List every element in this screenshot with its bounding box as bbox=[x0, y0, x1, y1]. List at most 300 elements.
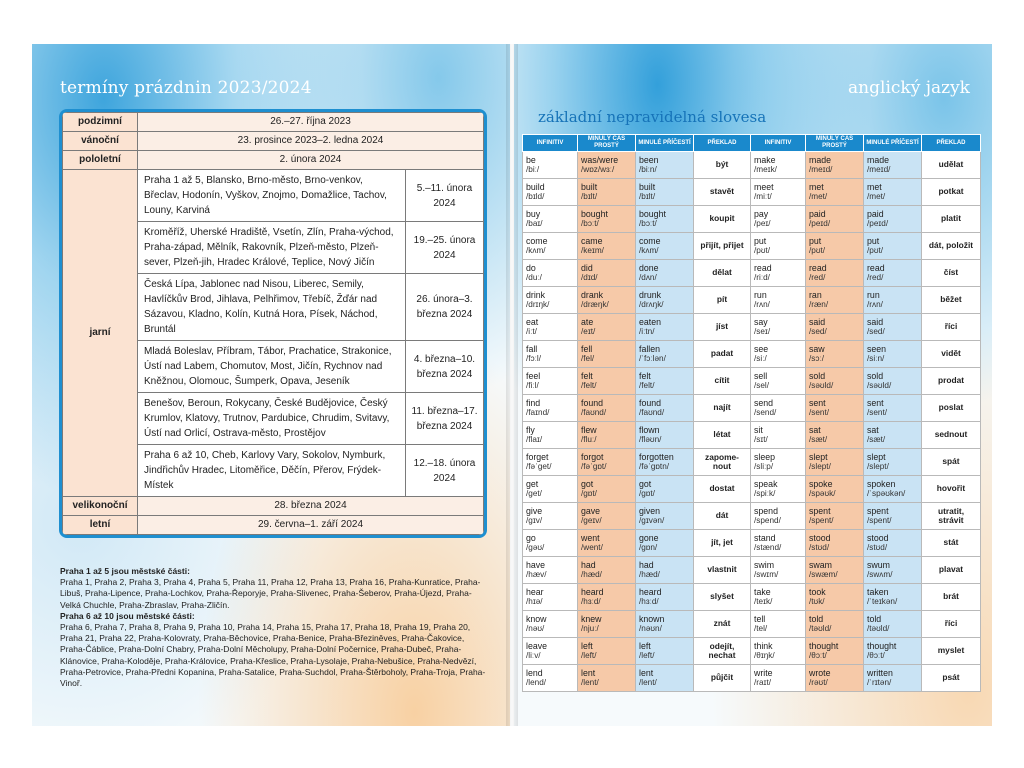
past-simple-cell bbox=[806, 557, 864, 584]
past-simple-cell bbox=[806, 503, 864, 530]
verb-row bbox=[523, 368, 981, 395]
verb-form: see bbox=[754, 343, 769, 354]
infinitive-cell bbox=[523, 476, 578, 503]
verb-form: got bbox=[639, 478, 652, 489]
verb-pronunciation: /red/ bbox=[809, 273, 826, 282]
verb-pronunciation: /sent/ bbox=[867, 408, 888, 417]
verb-pronunciation: /hæd/ bbox=[639, 570, 660, 579]
holiday-date: 23. prosince 2023–2. ledna 2024 bbox=[138, 132, 484, 151]
spring-holiday-row bbox=[63, 170, 484, 222]
infinitive-cell bbox=[751, 233, 806, 260]
past-participle-cell bbox=[636, 395, 694, 422]
past-simple-cell bbox=[806, 314, 864, 341]
prague-districts-notes bbox=[60, 566, 490, 689]
verb-pronunciation: /səʊld/ bbox=[809, 381, 834, 390]
verb-pronunciation: /hæd/ bbox=[581, 570, 602, 579]
verb-pronunciation: /spend/ bbox=[754, 516, 781, 525]
verb-pronunciation: /met/ bbox=[867, 192, 886, 201]
verb-pronunciation: /pʊt/ bbox=[867, 246, 884, 255]
spring-regions: Praha 1 až 5, Blansko, Brno-město, Brno-venkov, Břeclav, Hodonín, Vyškov, Znojmo, Domažlice, Tachov, Louny, Karviná bbox=[138, 170, 406, 222]
verb-form: make bbox=[754, 154, 776, 165]
verb-form: came bbox=[581, 235, 603, 246]
translation-cell: jíst bbox=[694, 314, 751, 341]
left-page bbox=[32, 44, 510, 726]
verbs-subtitle: základní nepravidelná slovesa bbox=[538, 108, 767, 126]
translation-cell: udělat bbox=[922, 152, 981, 179]
verb-row bbox=[523, 314, 981, 341]
verb-pronunciation: /slept/ bbox=[867, 462, 889, 471]
verb-form: forgotten bbox=[639, 451, 674, 462]
verb-pronunciation: /ræn/ bbox=[809, 300, 829, 309]
verb-form: written bbox=[867, 667, 893, 678]
infinitive-cell bbox=[751, 368, 806, 395]
verb-form: was/were bbox=[581, 154, 619, 165]
past-simple-cell bbox=[806, 449, 864, 476]
verb-form: fell bbox=[581, 343, 593, 354]
verb-form: sold bbox=[867, 370, 884, 381]
translation-cell: znát bbox=[694, 611, 751, 638]
past-participle-cell bbox=[864, 422, 922, 449]
translation-cell: létat bbox=[694, 422, 751, 449]
verb-pronunciation: /gɒt/ bbox=[639, 489, 655, 498]
verb-pronunciation: /stænd/ bbox=[754, 543, 782, 552]
past-participle-cell bbox=[636, 287, 694, 314]
verb-form: made bbox=[809, 154, 832, 165]
verb-pronunciation: /left/ bbox=[639, 651, 655, 660]
verb-form: fly bbox=[526, 424, 535, 435]
verb-form: bought bbox=[581, 208, 608, 219]
past-simple-cell bbox=[806, 395, 864, 422]
verb-pronunciation: /stʊd/ bbox=[809, 543, 830, 552]
note-heading-praha-1-5: Praha 1 až 5 jsou městské části: bbox=[60, 566, 190, 576]
translation-cell: koupit bbox=[694, 206, 751, 233]
infinitive-cell bbox=[751, 395, 806, 422]
verb-row bbox=[523, 206, 981, 233]
infinitive-cell bbox=[523, 530, 578, 557]
verb-pronunciation: /ˈteɪkən/ bbox=[867, 597, 898, 606]
verb-pronunciation: /spent/ bbox=[867, 516, 892, 525]
past-simple-cell bbox=[578, 233, 636, 260]
past-participle-cell bbox=[636, 422, 694, 449]
verb-form: told bbox=[809, 613, 824, 624]
infinitive-cell bbox=[523, 314, 578, 341]
verb-form: sat bbox=[867, 424, 879, 435]
verb-form: drink bbox=[526, 289, 546, 300]
verb-pronunciation: /spəʊk/ bbox=[809, 489, 836, 498]
holiday-type-spring: jarní bbox=[63, 170, 138, 497]
translation-cell: platit bbox=[922, 206, 981, 233]
verb-pronunciation: /dræŋk/ bbox=[581, 300, 609, 309]
verb-form: had bbox=[581, 559, 596, 570]
past-simple-cell bbox=[578, 341, 636, 368]
verb-pronunciation: /sæt/ bbox=[867, 435, 886, 444]
verb-pronunciation: /hɜːd/ bbox=[581, 597, 601, 606]
translation-cell: slyšet bbox=[694, 584, 751, 611]
verb-row bbox=[523, 179, 981, 206]
verb-form: paid bbox=[809, 208, 826, 219]
verb-form: stood bbox=[809, 532, 831, 543]
infinitive-cell bbox=[523, 341, 578, 368]
verb-form: built bbox=[639, 181, 656, 192]
infinitive-cell bbox=[751, 449, 806, 476]
verb-form: found bbox=[581, 397, 604, 408]
verb-form: thought bbox=[867, 640, 897, 651]
verb-form: fallen bbox=[639, 343, 661, 354]
past-simple-cell bbox=[578, 152, 636, 179]
translation-cell: utratit, strávit bbox=[922, 503, 981, 530]
holidays-table bbox=[62, 112, 484, 535]
verb-pronunciation: /drʌŋk/ bbox=[639, 300, 664, 309]
verb-pronunciation: /bɪlt/ bbox=[581, 192, 598, 201]
verb-form: taken bbox=[867, 586, 889, 597]
infinitive-cell bbox=[523, 611, 578, 638]
verb-form: put bbox=[754, 235, 767, 246]
verb-pronunciation: /iːtn/ bbox=[639, 327, 655, 336]
verb-pronunciation: /kʌm/ bbox=[526, 246, 546, 255]
verb-form: leave bbox=[526, 640, 548, 651]
infinitive-cell bbox=[751, 206, 806, 233]
verb-row bbox=[523, 530, 981, 557]
verb-form: find bbox=[526, 397, 541, 408]
past-participle-cell bbox=[864, 314, 922, 341]
verb-pronunciation: /fəˈgɒtn/ bbox=[639, 462, 670, 471]
verb-form: seen bbox=[867, 343, 887, 354]
verb-form: pay bbox=[754, 208, 769, 219]
verb-form: lend bbox=[526, 667, 543, 678]
past-participle-cell bbox=[636, 557, 694, 584]
past-participle-cell bbox=[864, 152, 922, 179]
right-page bbox=[514, 44, 992, 726]
holiday-type: pololetní bbox=[63, 151, 138, 170]
translation-cell: brát bbox=[922, 584, 981, 611]
verb-pronunciation: /flaɪ/ bbox=[526, 435, 543, 444]
translation-cell: vlastnit bbox=[694, 557, 751, 584]
holiday-type: velikonoční bbox=[63, 497, 138, 516]
verb-form: flew bbox=[581, 424, 597, 435]
past-participle-cell bbox=[636, 179, 694, 206]
verb-pronunciation: /red/ bbox=[867, 273, 884, 282]
translation-cell: dát bbox=[694, 503, 751, 530]
verb-pronunciation: /θɔːt/ bbox=[867, 651, 885, 660]
past-participle-cell bbox=[636, 449, 694, 476]
past-participle-cell bbox=[636, 233, 694, 260]
verb-pronunciation: /dɪd/ bbox=[581, 273, 598, 282]
verb-form: send bbox=[754, 397, 774, 408]
verb-form: forget bbox=[526, 451, 549, 462]
infinitive-cell bbox=[523, 260, 578, 287]
verb-pronunciation: /miːt/ bbox=[754, 192, 772, 201]
verb-form: wrote bbox=[809, 667, 831, 678]
verb-pronunciation: /wɒz/wɜː/ bbox=[581, 165, 615, 174]
verb-form: meet bbox=[754, 181, 774, 192]
translation-cell: běžet bbox=[922, 287, 981, 314]
past-participle-cell bbox=[864, 530, 922, 557]
booklet-spread bbox=[32, 44, 992, 726]
verb-form: found bbox=[639, 397, 662, 408]
translation-cell: říci bbox=[922, 314, 981, 341]
translation-cell: plavat bbox=[922, 557, 981, 584]
past-participle-cell bbox=[864, 584, 922, 611]
verb-pronunciation: /stʊd/ bbox=[867, 543, 888, 552]
translation-cell: padat bbox=[694, 341, 751, 368]
spring-regions: Kroměříž, Uherské Hradiště, Vsetín, Zlín, Praha-východ, Praha-západ, Mělník, Rakovník, Plzeň-město, Plzeň-sever, Plzeň-jih, Hradec Králové, Teplice, Nový Jičín bbox=[138, 222, 406, 274]
column-header: PŘEKLAD bbox=[922, 135, 981, 152]
past-simple-cell bbox=[578, 503, 636, 530]
note-heading-praha-6-10: Praha 6 až 10 jsou městské části: bbox=[60, 610, 195, 621]
verb-form: stand bbox=[754, 532, 776, 543]
infinitive-cell bbox=[751, 179, 806, 206]
spring-date: 26. února–3. března 2024 bbox=[406, 274, 484, 341]
verb-form: think bbox=[754, 640, 773, 651]
verb-pronunciation: /gəʊ/ bbox=[526, 543, 545, 552]
verb-form: made bbox=[867, 154, 890, 165]
verb-pronunciation: /hɜːd/ bbox=[639, 597, 659, 606]
verb-pronunciation: /spent/ bbox=[809, 516, 834, 525]
infinitive-cell bbox=[751, 476, 806, 503]
past-participle-cell bbox=[636, 152, 694, 179]
verb-form: go bbox=[526, 532, 536, 543]
verb-row bbox=[523, 611, 981, 638]
translation-cell: jít, jet bbox=[694, 530, 751, 557]
verbs-header-row bbox=[523, 135, 981, 152]
infinitive-cell bbox=[523, 368, 578, 395]
verb-form: went bbox=[581, 532, 600, 543]
translation-cell: sednout bbox=[922, 422, 981, 449]
past-simple-cell bbox=[578, 557, 636, 584]
verb-row bbox=[523, 503, 981, 530]
verb-pronunciation: /ˈfɔːlən/ bbox=[639, 354, 666, 363]
past-participle-cell bbox=[864, 260, 922, 287]
verb-form: flown bbox=[639, 424, 660, 435]
verb-form: paid bbox=[867, 208, 884, 219]
verb-pronunciation: /hæv/ bbox=[526, 570, 547, 579]
verb-pronunciation: /sed/ bbox=[809, 327, 827, 336]
past-participle-cell bbox=[864, 557, 922, 584]
verb-form: sent bbox=[867, 397, 884, 408]
verb-pronunciation: /gɒt/ bbox=[581, 489, 597, 498]
verb-pronunciation: /bɪld/ bbox=[526, 192, 545, 201]
verb-pronunciation: /seɪ/ bbox=[754, 327, 771, 336]
verb-form: swam bbox=[809, 559, 832, 570]
verb-form: built bbox=[581, 181, 598, 192]
past-simple-cell bbox=[806, 179, 864, 206]
infinitive-cell bbox=[751, 611, 806, 638]
past-simple-cell bbox=[578, 530, 636, 557]
verb-row bbox=[523, 341, 981, 368]
past-participle-cell bbox=[864, 368, 922, 395]
verb-pronunciation: /peɪd/ bbox=[809, 219, 831, 228]
verb-form: get bbox=[526, 478, 539, 489]
verb-form: drank bbox=[581, 289, 604, 300]
past-simple-cell bbox=[578, 314, 636, 341]
past-participle-cell bbox=[636, 638, 694, 665]
past-participle-cell bbox=[636, 503, 694, 530]
book-gutter bbox=[506, 44, 518, 726]
column-header: MINULÝ ČAS PROSTÝ bbox=[806, 135, 864, 152]
past-participle-cell bbox=[636, 368, 694, 395]
past-simple-cell bbox=[806, 368, 864, 395]
verb-form: got bbox=[581, 478, 594, 489]
translation-cell: myslet bbox=[922, 638, 981, 665]
verb-pronunciation: /iːt/ bbox=[526, 327, 537, 336]
verb-form: had bbox=[639, 559, 654, 570]
translation-cell: vidět bbox=[922, 341, 981, 368]
verb-pronunciation: /tʊk/ bbox=[809, 597, 825, 606]
verb-form: done bbox=[639, 262, 659, 273]
verb-pronunciation: /meɪd/ bbox=[809, 165, 833, 174]
infinitive-cell bbox=[523, 206, 578, 233]
past-simple-cell bbox=[578, 611, 636, 638]
past-simple-cell bbox=[806, 665, 864, 692]
verb-form: saw bbox=[809, 343, 825, 354]
verb-pronunciation: /get/ bbox=[526, 489, 542, 498]
verb-form: sleep bbox=[754, 451, 776, 462]
verb-pronunciation: /meɪk/ bbox=[754, 165, 777, 174]
verb-form: ran bbox=[809, 289, 822, 300]
past-simple-cell bbox=[806, 584, 864, 611]
verb-row bbox=[523, 665, 981, 692]
verb-row bbox=[523, 449, 981, 476]
verb-form: took bbox=[809, 586, 826, 597]
holiday-date: 2. února 2024 bbox=[138, 151, 484, 170]
holiday-date: 26.–27. října 2023 bbox=[138, 113, 484, 132]
verb-form: left bbox=[581, 640, 593, 651]
verb-form: sit bbox=[754, 424, 763, 435]
verb-form: eaten bbox=[639, 316, 662, 327]
holiday-type: letní bbox=[63, 516, 138, 535]
verb-form: heard bbox=[581, 586, 604, 597]
verb-form: come bbox=[639, 235, 661, 246]
spring-regions: Praha 6 až 10, Cheb, Karlovy Vary, Sokolov, Nymburk, Jindřichův Hradec, Litoměřice, Děčín, Přerov, Frýdek-Místek bbox=[138, 445, 406, 497]
verb-pronunciation: /peɪ/ bbox=[754, 219, 771, 228]
note-text-praha-1-5: Praha 1, Praha 2, Praha 3, Praha 4, Praha 5, Praha 11, Praha 12, Praha 13, Praha 16, Praha-Kunratice, Praha-Libuš, Praha-Lipence, Praha-Lochkov, Praha-Řeporyje, Praha-Slivenec, Praha-Šeberov, Praha-Újezd, Praha-Velká Chuchle, Praha-Zbraslav, Praha-Zličín. bbox=[60, 577, 481, 610]
holiday-row bbox=[63, 151, 484, 170]
verb-form: have bbox=[526, 559, 546, 570]
past-simple-cell bbox=[806, 476, 864, 503]
verb-pronunciation: /gɪv/ bbox=[526, 516, 543, 525]
infinitive-cell bbox=[523, 665, 578, 692]
past-simple-cell bbox=[578, 476, 636, 503]
translation-cell: být bbox=[694, 152, 751, 179]
past-simple-cell bbox=[806, 260, 864, 287]
past-participle-cell bbox=[636, 341, 694, 368]
verb-form: speak bbox=[754, 478, 778, 489]
verb-form: spend bbox=[754, 505, 778, 516]
past-participle-cell bbox=[636, 611, 694, 638]
verb-form: ate bbox=[581, 316, 594, 327]
past-participle-cell bbox=[636, 584, 694, 611]
verb-form: put bbox=[867, 235, 880, 246]
verb-row bbox=[523, 260, 981, 287]
verb-pronunciation: /səʊld/ bbox=[867, 381, 892, 390]
verb-pronunciation: /dʌn/ bbox=[639, 273, 657, 282]
verb-pronunciation: /keɪm/ bbox=[581, 246, 604, 255]
verb-form: sent bbox=[809, 397, 826, 408]
verb-pronunciation: /sed/ bbox=[867, 327, 885, 336]
past-participle-cell bbox=[864, 665, 922, 692]
spring-regions: Benešov, Beroun, Rokycany, České Budějovice, Český Krumlov, Klatovy, Trutnov, Pardubice, Chrudim, Svitavy, Ústí nad Orlicí, Ostrava-město, Prostějov bbox=[138, 393, 406, 445]
verb-form: left bbox=[639, 640, 651, 651]
verb-form: gave bbox=[581, 505, 601, 516]
infinitive-cell bbox=[523, 233, 578, 260]
verb-form: do bbox=[526, 262, 536, 273]
verb-pronunciation: /gɪvən/ bbox=[639, 516, 665, 525]
verb-form: lent bbox=[639, 667, 654, 678]
infinitive-cell bbox=[523, 287, 578, 314]
verb-row bbox=[523, 584, 981, 611]
translation-cell: dostat bbox=[694, 476, 751, 503]
infinitive-cell bbox=[751, 584, 806, 611]
past-simple-cell bbox=[806, 233, 864, 260]
verb-pronunciation: /liːv/ bbox=[526, 651, 541, 660]
past-simple-cell bbox=[806, 422, 864, 449]
past-simple-cell bbox=[578, 179, 636, 206]
verb-form: felt bbox=[639, 370, 651, 381]
verb-form: sell bbox=[754, 370, 768, 381]
past-participle-cell bbox=[864, 233, 922, 260]
verb-pronunciation: /fluː/ bbox=[581, 435, 597, 444]
verb-form: hear bbox=[526, 586, 544, 597]
past-participle-cell bbox=[636, 314, 694, 341]
verb-form: slept bbox=[809, 451, 828, 462]
verb-pronunciation: /drɪŋk/ bbox=[526, 300, 550, 309]
past-simple-cell bbox=[578, 449, 636, 476]
verb-form: met bbox=[809, 181, 824, 192]
infinitive-cell bbox=[523, 638, 578, 665]
verb-form: take bbox=[754, 586, 771, 597]
verb-pronunciation: /raɪt/ bbox=[754, 678, 772, 687]
verb-form: lent bbox=[581, 667, 596, 678]
spring-date: 11. března–17. března 2024 bbox=[406, 393, 484, 445]
verb-form: slept bbox=[867, 451, 886, 462]
past-participle-cell bbox=[636, 260, 694, 287]
verb-form: say bbox=[754, 316, 768, 327]
infinitive-cell bbox=[751, 260, 806, 287]
translation-cell: zapome-nout bbox=[694, 449, 751, 476]
verb-form: sold bbox=[809, 370, 826, 381]
column-header: MINULÉ PŘÍČESTÍ bbox=[864, 135, 922, 152]
past-simple-cell bbox=[806, 152, 864, 179]
verb-form: spent bbox=[867, 505, 889, 516]
column-header: PŘEKLAD bbox=[694, 135, 751, 152]
verb-pronunciation: /faɪnd/ bbox=[526, 408, 550, 417]
verb-pronunciation: /lent/ bbox=[639, 678, 657, 687]
verb-pronunciation: /faʊnd/ bbox=[639, 408, 665, 417]
verb-pronunciation: /slept/ bbox=[809, 462, 831, 471]
infinitive-cell bbox=[751, 665, 806, 692]
verb-pronunciation: /rəʊt/ bbox=[809, 678, 828, 687]
verb-pronunciation: /riːd/ bbox=[754, 273, 770, 282]
verb-form: feel bbox=[526, 370, 541, 381]
verb-pronunciation: /njuː/ bbox=[581, 624, 599, 633]
infinitive-cell bbox=[751, 530, 806, 557]
holiday-row bbox=[63, 132, 484, 151]
verb-form: eat bbox=[526, 316, 539, 327]
verb-pronunciation: /sæt/ bbox=[809, 435, 828, 444]
past-simple-cell bbox=[578, 422, 636, 449]
verb-pronunciation: /fəˈget/ bbox=[526, 462, 552, 471]
past-participle-cell bbox=[864, 341, 922, 368]
verb-pronunciation: /fəˈgɒt/ bbox=[581, 462, 607, 471]
verb-row bbox=[523, 557, 981, 584]
verb-pronunciation: /biː/ bbox=[526, 165, 540, 174]
spring-regions: Česká Lípa, Jablonec nad Nisou, Liberec, Semily, Havlíčkův Brod, Jihlava, Pelhřimov, Třebíč, Žďár nad Sázavou, Kladno, Kolín, Kutná Hora, Písek, Náchod, Bruntál bbox=[138, 274, 406, 341]
past-simple-cell bbox=[578, 395, 636, 422]
infinitive-cell bbox=[751, 314, 806, 341]
verb-pronunciation: /left/ bbox=[581, 651, 597, 660]
translation-cell: odejít, nechat bbox=[694, 638, 751, 665]
verb-pronunciation: /sɔː/ bbox=[809, 354, 825, 363]
